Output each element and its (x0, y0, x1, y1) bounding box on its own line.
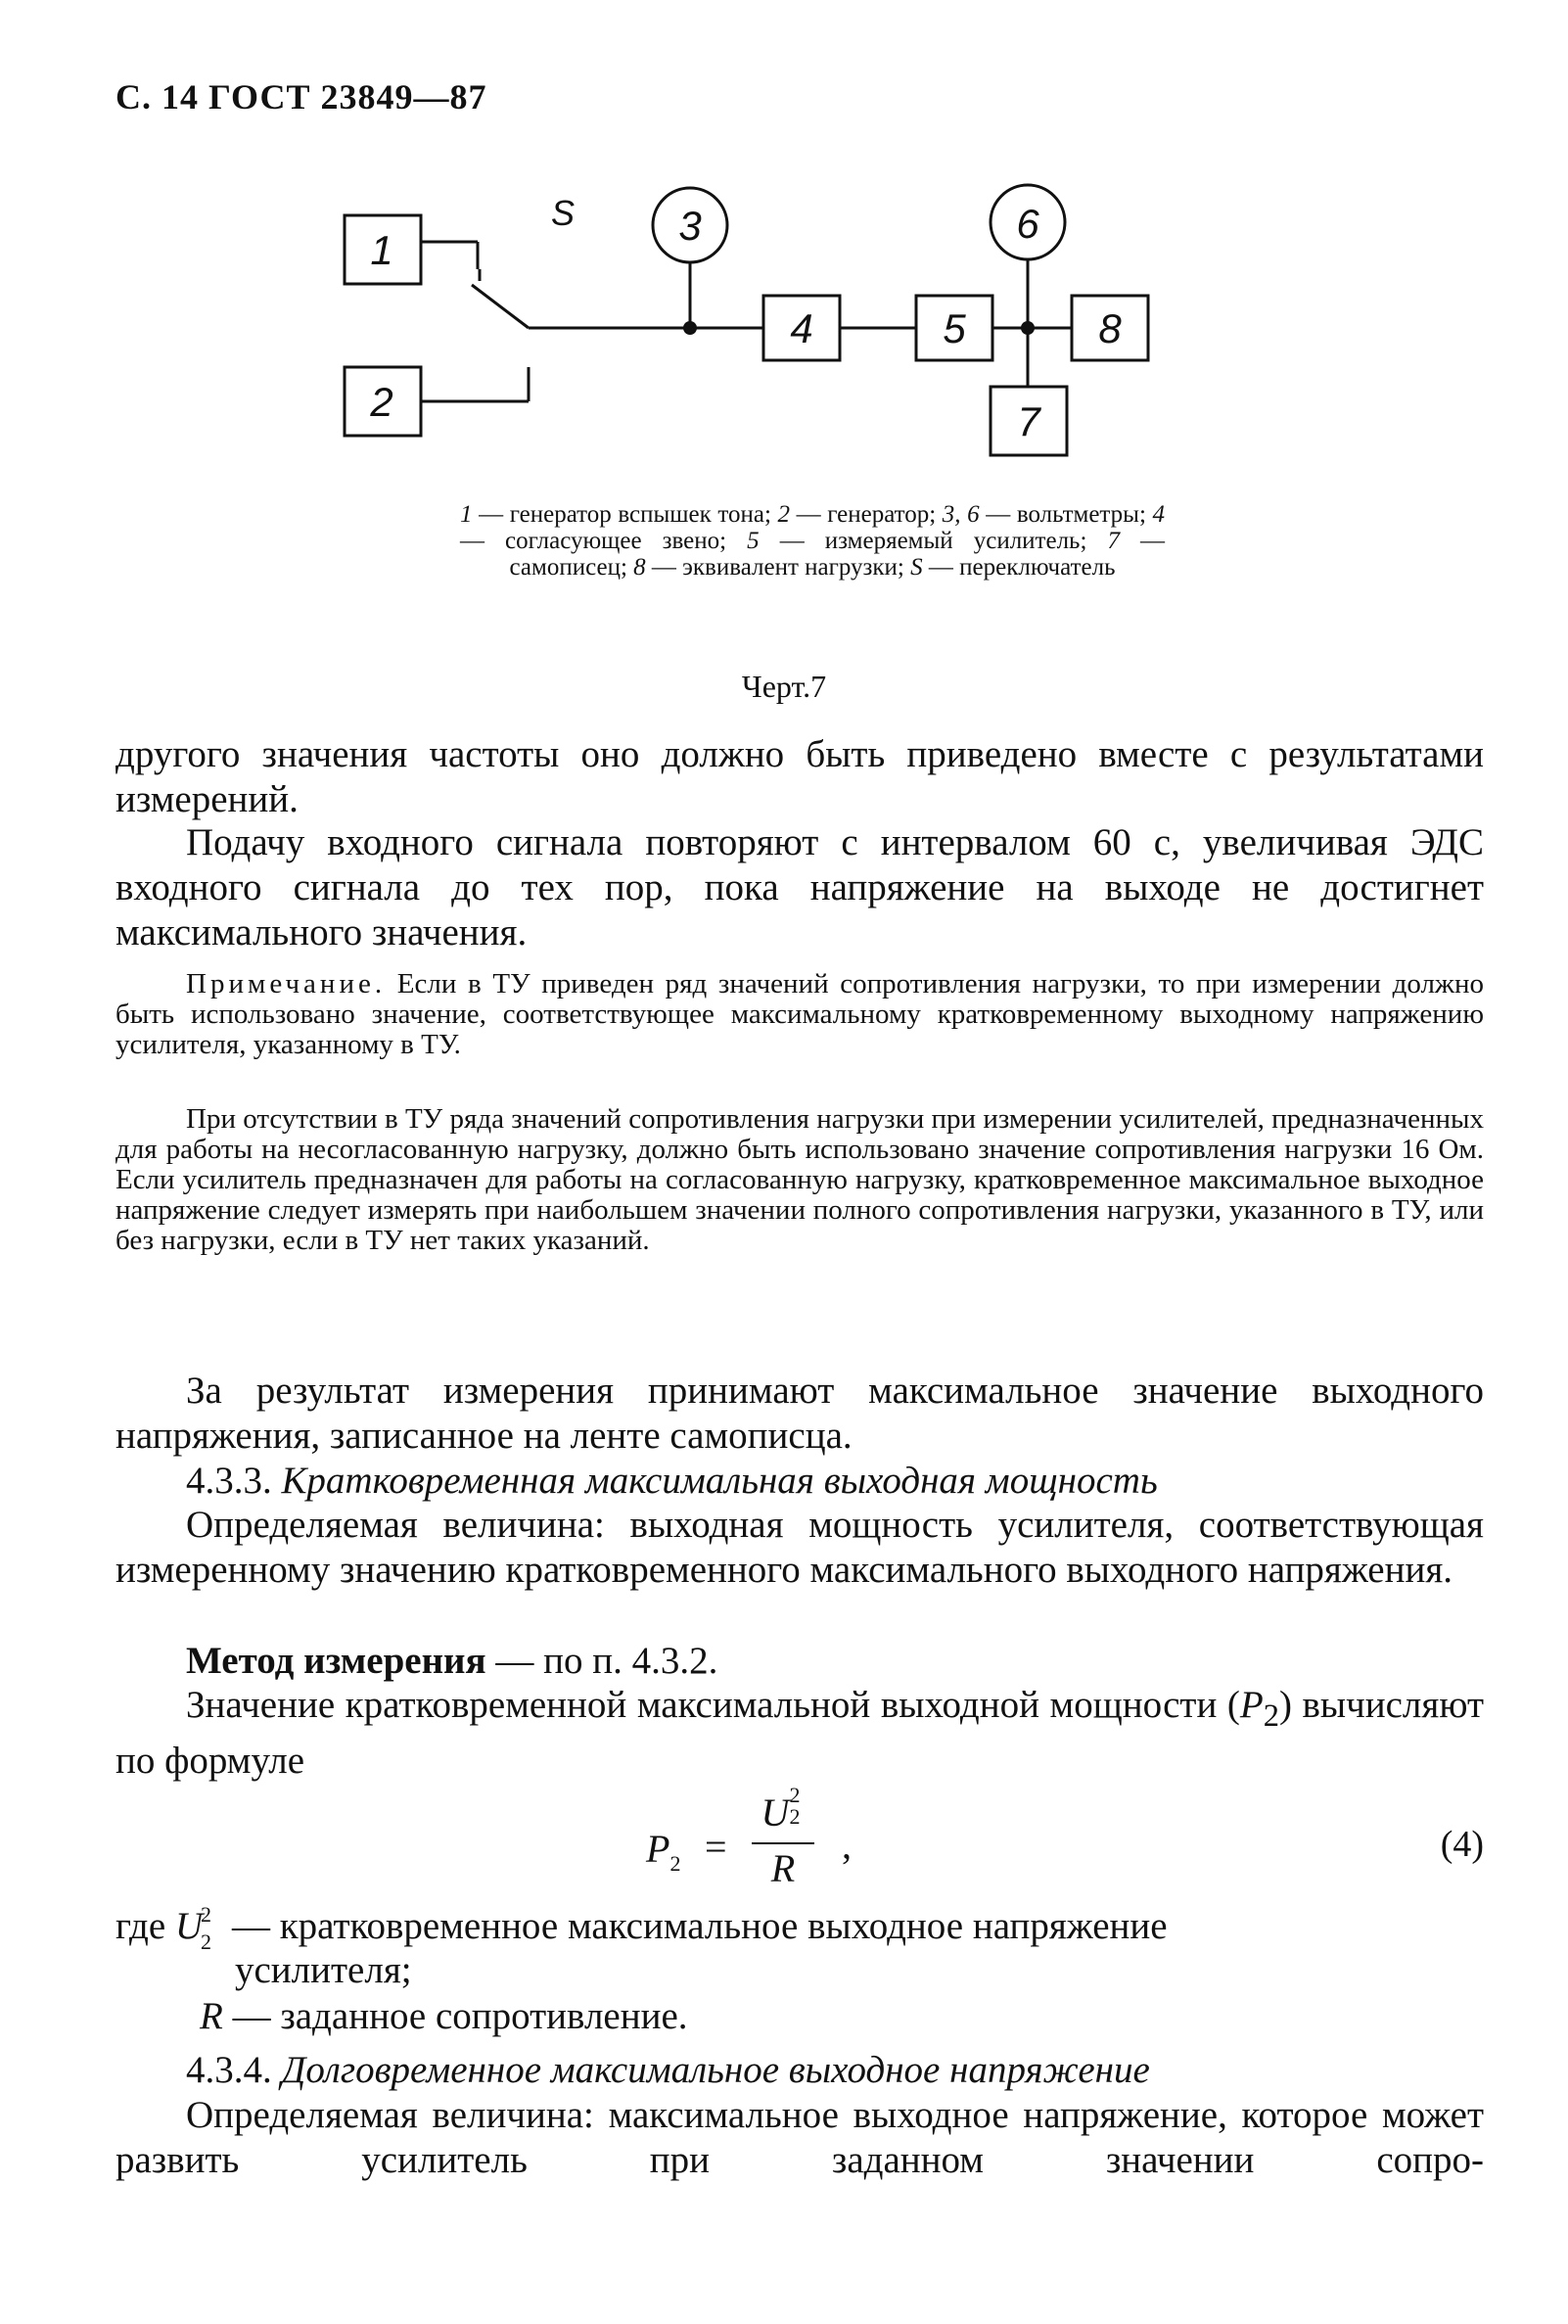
where-u: где U 2 2 — кратковременное максимальное выходное напряжение (115, 1902, 1168, 1954)
method-line: Метод измерения — по п. 4.3.2. (186, 1640, 718, 1682)
where-u-cont: усилителя; (235, 1949, 412, 1991)
section-4-3-4-heading: 4.3.4. Долговременное максимальное выходное напряжение (186, 2049, 1150, 2091)
block-4-label: 4 (790, 305, 813, 351)
page-header: С. 14 ГОСТ 23849—87 (115, 77, 487, 116)
switch-label: S (550, 193, 576, 233)
section-4-3-3-heading: 4.3.3. Кратковременная максимальная выходная мощность (186, 1460, 1158, 1502)
paragraph-5: Значение кратковременной максимальной выходной мощности $(P_2)$ вычисляют по формуле (115, 1684, 1484, 1782)
note-text-2: При отсутствии в ТУ ряда значений сопротивления нагрузки при измерении усилителей, предназначенных для работы на несогласованную нагрузку, должно быть использовано значение сопротивления нагрузки 16 Ом. Если усилитель предназначен для работы на согласованную нагрузку, кратковременное максимальное выходное напряжение следует измерять при наибольшем значении полного сопротивления нагрузки, указанного в ТУ, или без нагрузки, если в ТУ нет таких указаний. (115, 1103, 1484, 1256)
note-text-1: Если в ТУ приведен ряд значений сопротивления нагрузки, то при измерении должно быть использовано значение, соответствующее максимальному кратковременному выходному напряжению усилителя, указанному в ТУ. (115, 968, 1484, 1060)
block-8-label: 8 (1098, 305, 1122, 351)
diagram-legend: 1 — генератор вспышек тона; 2 — генератор; 3, 6 — вольтметры; 4 — согласующее звено; 5 — измеряемый усилитель; 7 — самописец; 8 — эквивалент нагрузки; S — переключатель (460, 501, 1166, 581)
formula-4: $P_2$ = U 2 2 R , (646, 1783, 852, 1890)
paragraph-1: другого значения частоты оно должно быть приведено вместе с результатами измерений. (115, 733, 1484, 820)
block-5-label: 5 (943, 305, 966, 351)
block-2-label: 2 (370, 379, 393, 425)
paragraph-3: За результат измерения принимают максимальное значение выходного напряжения, записанное на ленте самописца. (115, 1370, 1484, 1457)
block-diagram (333, 171, 1233, 485)
block-1-label: 1 (370, 227, 393, 273)
note (115, 969, 1484, 1060)
equation-number: (4) (1440, 1824, 1484, 1865)
block-6-label: 6 (1016, 201, 1039, 247)
figure-caption: Черт.7 (741, 669, 827, 704)
switch-blade (472, 285, 529, 328)
paragraph-2: Подачу входного сигнала повторяют с интервалом 60 с, увеличивая ЭДС входного сигнала до тех пор, пока напряжение на выходе не достигнет максимального значения. (115, 821, 1484, 953)
block-7-label: 7 (1017, 398, 1040, 444)
note-label: Примечание. (186, 968, 387, 999)
block-3-label: 3 (678, 203, 702, 249)
paragraph-6: Определяемая величина: максимальное выходное напряжение, которое может развить усилитель при заданном значении сопро- (115, 2094, 1484, 2181)
paragraph-4: Определяемая величина: выходная мощность усилителя, соответствующая измеренному значению кратковременного максимального выходного напряжения. (115, 1504, 1484, 1591)
where-r: R — заданное сопротивление. (200, 1995, 688, 2037)
